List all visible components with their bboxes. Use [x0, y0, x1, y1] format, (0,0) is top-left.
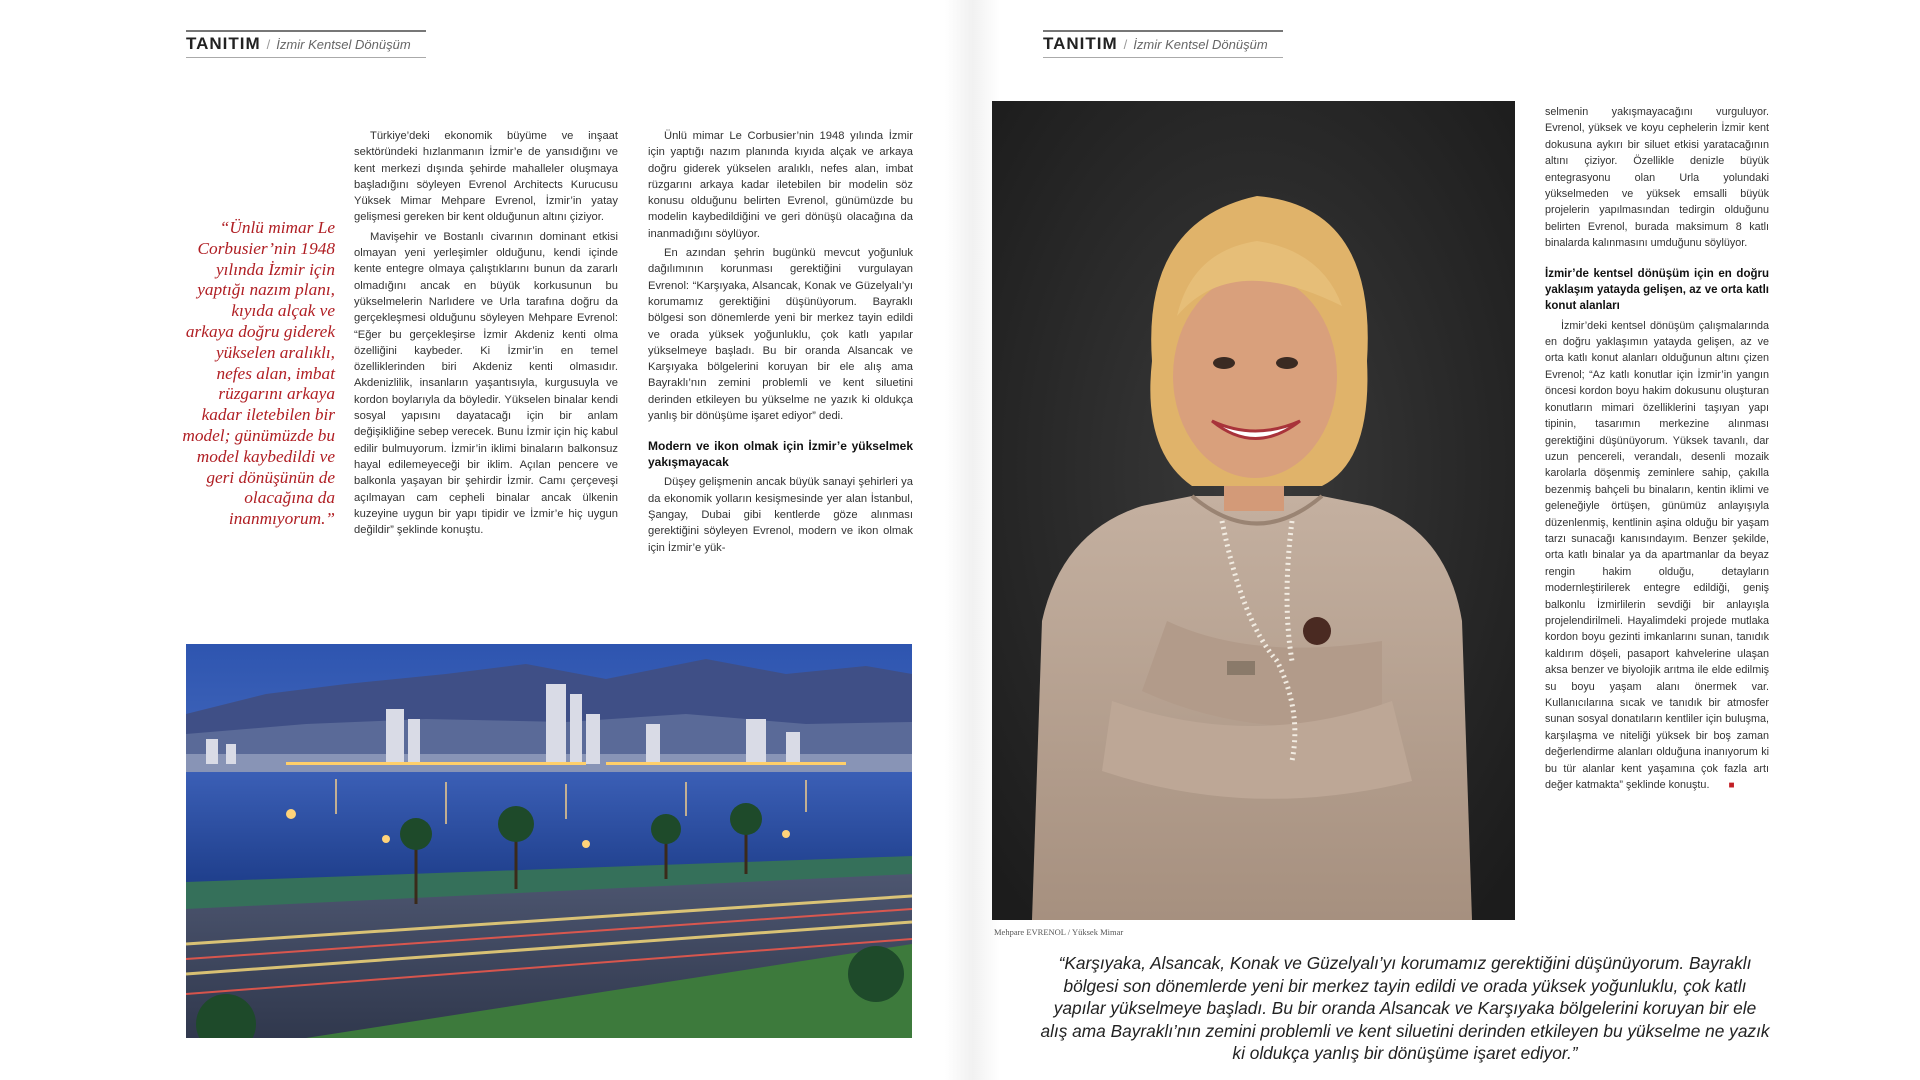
- section-subtitle: İzmir Kentsel Dönüşüm: [276, 37, 411, 52]
- section-header-right: [1043, 30, 1283, 58]
- end-mark-icon: ■: [1728, 780, 1735, 792]
- paragraph-text: İzmir’deki kentsel dönüşüm çalışmalarında en doğru yaklaşımın yatayda gelişen, az ve orta katlı konut alanları olduğunun altını çizen Evrenol; “Az katlı konutlar için İzmir’in yangın öncesi kordon boyu hakim dokusunu oluşturan konutların mimari özelliklerini taşıyan yapı tipinin, tasarımın merkezine alınması gerektiğini düşünüyorum. Yüksek tavanlı, dar uzun pencereli, verandalı, desenli mozaik karolarla döşenmiş zeminlere sahip, çakılla bezenmiş bahçeli bu binaların, kentin iklimi ve geleneğiyle örtüşen, günümüz anlayışıyla düzenlenmiş, kentlinin aşina olduğu bir yaşam tarzı sunacağı kanısındayım. Benzer şekilde, orta katlı binalar ya da apartmanlar da beyaz rengin hakim olduğu, detayların modernleştirilerek entegre edildiği, geniş balkonlu İzmirlilerin sevdiği bir anlayışla projelendirilmeli. Hayalimdeki projede mutlaka kordon boyu gezinti imkanlarını sunan, tanıdık kaldırım döşeli, pasaport kahvelerine ulaşan aksa benzer ve biyolojik arıtma ile elde edilmiş su boyu yaşam alanı önermek var. Kullanıcılarına sıcak ve tanıdık bir atmosfer sunan sosyal donatıların kentliler için buluşma, karşılaşma ve niteliği yüksek bir boş zaman değerlendirme alanları olduğuna inanıyorum ki bu tür alanlar kent yaşamına çok fazla artı değer katmakta” şeklinde konuştu.: [1545, 319, 1769, 792]
- paragraph: selmenin yakışmayacağını vurguluyor. Evrenol, yüksek ve koyu cephelerin İzmir kent dokusuna aykırı bir siluet etkisi yaratacağının altını çiziyor. Özellikle denizle büyük entegrasyonu olan Urla yolundaki yükselmeden ve yüksek emsalli büyük projelerin yapılmasından tedirgin olduğunu belirten Evrenol, burada maksimum 8 katlı binalarda kalınmasını umduğunu söylüyor.: [1545, 106, 1769, 250]
- section-label: TANITIM: [1043, 34, 1118, 53]
- section-subtitle: İzmir Kentsel Dönüşüm: [1133, 37, 1268, 52]
- article-column-1: [354, 128, 618, 541]
- section-label: TANITIM: [186, 34, 261, 53]
- article-column-3: [1545, 104, 1769, 797]
- pull-quote: “Ünlü mimar Le Corbusier’nin 1948 yılında İzmir için yaptığı nazım planı, kıyıda alçak ve arkaya doğru giderek yükselen aralıklı, nefes alan, imbat rüzgarını arkaya kadar iletebilen bir model; günümüzde bu model kaybedildi ve geri dönüşünün de olacağına da inanmıyorum.”: [182, 218, 335, 529]
- header-separator: /: [1123, 37, 1128, 52]
- bottom-quote: “Karşıyaka, Alsancak, Konak ve Güzelyalı’yı korumamız gerektiğini düşünüyorum. Bayraklı bölgesi son dönemlerde yeni bir merkez tayin edildi ve orada yüksek yoğunluklu, çok katlı yapılar yükselmeye başladı. Bu bir oranda Alsancak ve Karşıyaka bölgelerini koruyan bir ele alış ama Bayraklı’nın zemini problemli ve kent siluetini derinden etkileyen bu yükselme ne yazık ki oldukça yanlış bir dönüşüme işaret ediyor.”: [1040, 953, 1770, 1063]
- header-separator: /: [266, 37, 271, 52]
- section-header-left: [186, 30, 426, 58]
- article-column-2: [648, 128, 913, 559]
- paragraph: Mavişehir ve Bostanlı civarının dominant etkisi olmayan yeni yerleşimler olduğunu, kendi içinde kente entegre olmaya çalıştıklarını bunun da zararlı olmadığını ancak en büyük korkusunun bu yükselmelerin Narlıdere ve Urla tarafına doğru da gerçekleşmesi olduğunu söyleyen Mehpare Evrenol: “Eğer bu gerçekleşirse İzmir Akdeniz kenti olma özelliğini kaybeder. Ki İzmir’in en temel özelliklerinden biri Akdeniz kenti olmasıdır. Akdenizlilik, insanların yaşantısıyla, kurgusuyla ve kordon boylarıyla da böyledir. Yükselen binalar kendi sosyal yapısını dayatacağı için bir anlam değişikliğine sebep verecek. Bunu İzmir için hiç kabul edilir bulmuyorum. İzmir’in iklimi binaların balkonsuz hayal edilemeyeceği bir iklim. Açılan pencere ve balkonla yaşayan bir şehirdir İzmir. Camı çerçeveşi açılmayan cam cepheli binalar ancak ülkenin kuzeyine uygun bir yapı tipidir ve İzmir’e hiç uygun değildir” şeklinde konuştu.: [354, 230, 618, 537]
- subheading: İzmir’de kentsel dönüşüm için en doğru yaklaşım yatayda gelişen, az ve orta katlı konut alanları: [1545, 267, 1769, 312]
- paragraph: Ünlü mimar Le Corbusier’nin 1948 yılında İzmir için yaptığı nazım planında kıyıda alçak ve arkaya doğru giderek yükselen aralıklı, nefes alan, imbat rüzgarını arkaya kadar iletebilen bir modelin söz konusu olduğunu belirten Evrenol, günümüzde bu modelin kaybedildiğini ve geri dönüşü olacağına da inanmadığını söylüyor.: [648, 130, 913, 240]
- paragraph: Düşey gelişmenin ancak büyük sanayi şehirleri ya da ekonomik yolların kesişmesinde yer alan İstanbul, Şangay, Dubai gibi kentlerde göze alınması gerektiğini söyleyen Evrenol, modern ve ikon olmak için İzmir’e yük-: [648, 476, 913, 554]
- subheading: Modern ve ikon olmak için İzmir’e yükselmek yakışmayacak: [648, 439, 913, 470]
- paragraph: En azından şehrin bugünkü mevcut yoğunluk dağılımının korunması gerektiğini vurgulayan Evrenol: “Karşıyaka, Alsancak, Konak ve Güzelyalı’yı korumamız gerektiğini düşünüyorum. Bayraklı bölgesi son dönemlerde yeni bir merkez tayin edildi ve orada yüksek yoğunluklu, çok katlı yapılar yükselmeye başladı. Bu bir oranda Alsancak ve Karşıyaka bölgelerini koruyan bir ele alış ama Bayraklı’nın zemini problemli ve kent siluetini derinden etkileyen bu yükselme ne yazık ki oldukça yanlış bir dönüşüme işaret ediyor” dedi.: [648, 247, 913, 423]
- portrait-photo: [992, 101, 1515, 920]
- photo-caption: Mehpare EVRENOL / Yüksek Mimar: [994, 927, 1124, 937]
- paragraph: Türkiye’deki ekonomik büyüme ve inşaat sektöründeki hızlanmanın İzmir’e de yansıdığını ve kent merkezi dışında şehirde mahalleler oluşmaya başladığını söyleyen Evrenol Architects Kurucusu Yüksek Mimar Mehpare Evrenol, İzmir’in yatay gelişmesi gereken bir kent olduğunun altını çiziyor.: [354, 130, 618, 224]
- izmir-waterfront-photo: [186, 644, 912, 1038]
- paragraph: [1545, 318, 1769, 795]
